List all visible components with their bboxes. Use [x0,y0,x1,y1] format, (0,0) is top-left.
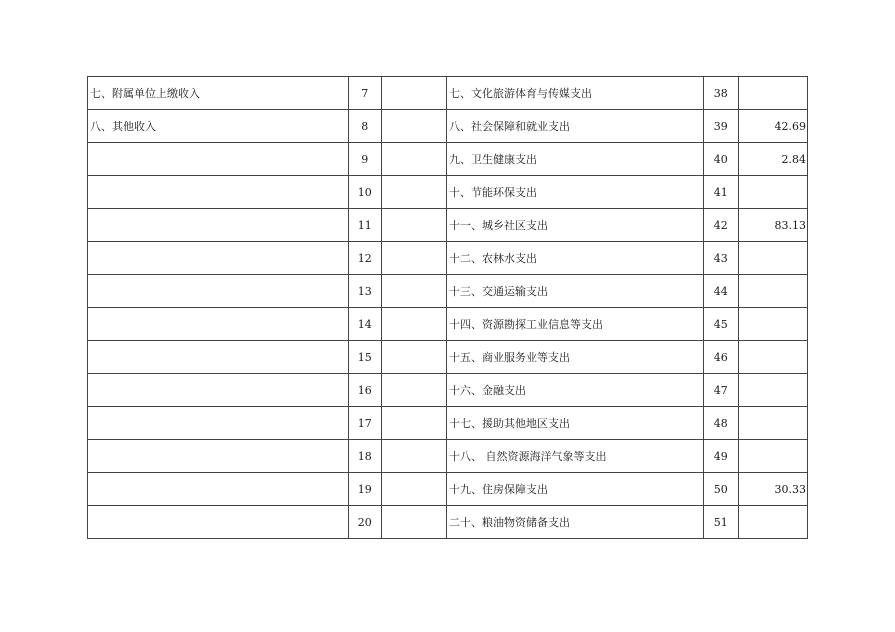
expense-amount [738,374,807,407]
budget-table-body [88,77,808,539]
expense-line-number: 38 [703,77,738,110]
income-line-number: 8 [348,110,381,143]
income-item-label [88,242,349,275]
income-amount [381,275,446,308]
expense-item-label: 九、卫生健康支出 [446,143,703,176]
income-item-label [88,176,349,209]
income-item-label [88,506,349,539]
expense-item-label: 十八、 自然资源海洋气象等支出 [446,440,703,473]
table-row [88,176,808,209]
income-line-number: 18 [348,440,381,473]
income-item-label [88,143,349,176]
income-item-label [88,473,349,506]
expense-item-label: 二十、粮油物资储备支出 [446,506,703,539]
expense-item-label: 十六、金融支出 [446,374,703,407]
expense-line-number: 46 [703,341,738,374]
table-row [88,209,808,242]
income-line-number: 9 [348,143,381,176]
income-item-label [88,407,349,440]
expense-line-number: 49 [703,440,738,473]
table-row [88,374,808,407]
expense-amount [738,242,807,275]
expense-item-label: 七、文化旅游体育与传媒支出 [446,77,703,110]
income-item-label [88,374,349,407]
income-item-label [88,275,349,308]
income-item-label [88,440,349,473]
table-row [88,275,808,308]
table-row [88,110,808,143]
expense-amount [738,308,807,341]
expense-amount [738,440,807,473]
expense-amount [738,506,807,539]
income-line-number: 16 [348,374,381,407]
income-amount [381,473,446,506]
income-amount [381,407,446,440]
expense-line-number: 48 [703,407,738,440]
expense-item-label: 十九、住房保障支出 [446,473,703,506]
income-amount [381,308,446,341]
expense-line-number: 45 [703,308,738,341]
expense-line-number: 50 [703,473,738,506]
table-row [88,506,808,539]
expense-item-label: 十四、资源勘探工业信息等支出 [446,308,703,341]
expense-line-number: 39 [703,110,738,143]
expense-amount [738,77,807,110]
expense-line-number: 42 [703,209,738,242]
expense-line-number: 43 [703,242,738,275]
income-amount [381,440,446,473]
expense-item-label: 十五、商业服务业等支出 [446,341,703,374]
expense-item-label: 十七、援助其他地区支出 [446,407,703,440]
table-row [88,143,808,176]
budget-table [87,76,808,539]
income-line-number: 20 [348,506,381,539]
income-amount [381,374,446,407]
income-amount [381,143,446,176]
expense-item-label: 十三、交通运输支出 [446,275,703,308]
income-amount [381,341,446,374]
expense-line-number: 51 [703,506,738,539]
income-line-number: 10 [348,176,381,209]
expense-amount: 2.84 [738,143,807,176]
income-line-number: 13 [348,275,381,308]
table-row [88,473,808,506]
income-item-label: 七、附属单位上缴收入 [88,77,349,110]
income-item-label [88,209,349,242]
expense-amount: 30.33 [738,473,807,506]
income-line-number: 15 [348,341,381,374]
expense-amount [738,407,807,440]
table-row [88,77,808,110]
income-line-number: 12 [348,242,381,275]
expense-amount [738,275,807,308]
expense-line-number: 41 [703,176,738,209]
income-line-number: 7 [348,77,381,110]
table-row [88,341,808,374]
expense-line-number: 47 [703,374,738,407]
table-row [88,407,808,440]
income-amount [381,110,446,143]
expense-item-label: 十二、农林水支出 [446,242,703,275]
income-amount [381,242,446,275]
income-amount [381,506,446,539]
expense-line-number: 40 [703,143,738,176]
expense-item-label: 八、社会保障和就业支出 [446,110,703,143]
income-amount [381,176,446,209]
expense-amount: 42.69 [738,110,807,143]
income-line-number: 19 [348,473,381,506]
expense-amount [738,341,807,374]
expense-item-label: 十、节能环保支出 [446,176,703,209]
income-line-number: 11 [348,209,381,242]
income-item-label: 八、其他收入 [88,110,349,143]
income-item-label [88,308,349,341]
table-row [88,242,808,275]
income-line-number: 14 [348,308,381,341]
table-row [88,440,808,473]
expense-item-label: 十一、城乡社区支出 [446,209,703,242]
table-row [88,308,808,341]
expense-line-number: 44 [703,275,738,308]
expense-amount [738,176,807,209]
income-line-number: 17 [348,407,381,440]
income-amount [381,77,446,110]
income-amount [381,209,446,242]
income-item-label [88,341,349,374]
expense-amount: 83.13 [738,209,807,242]
